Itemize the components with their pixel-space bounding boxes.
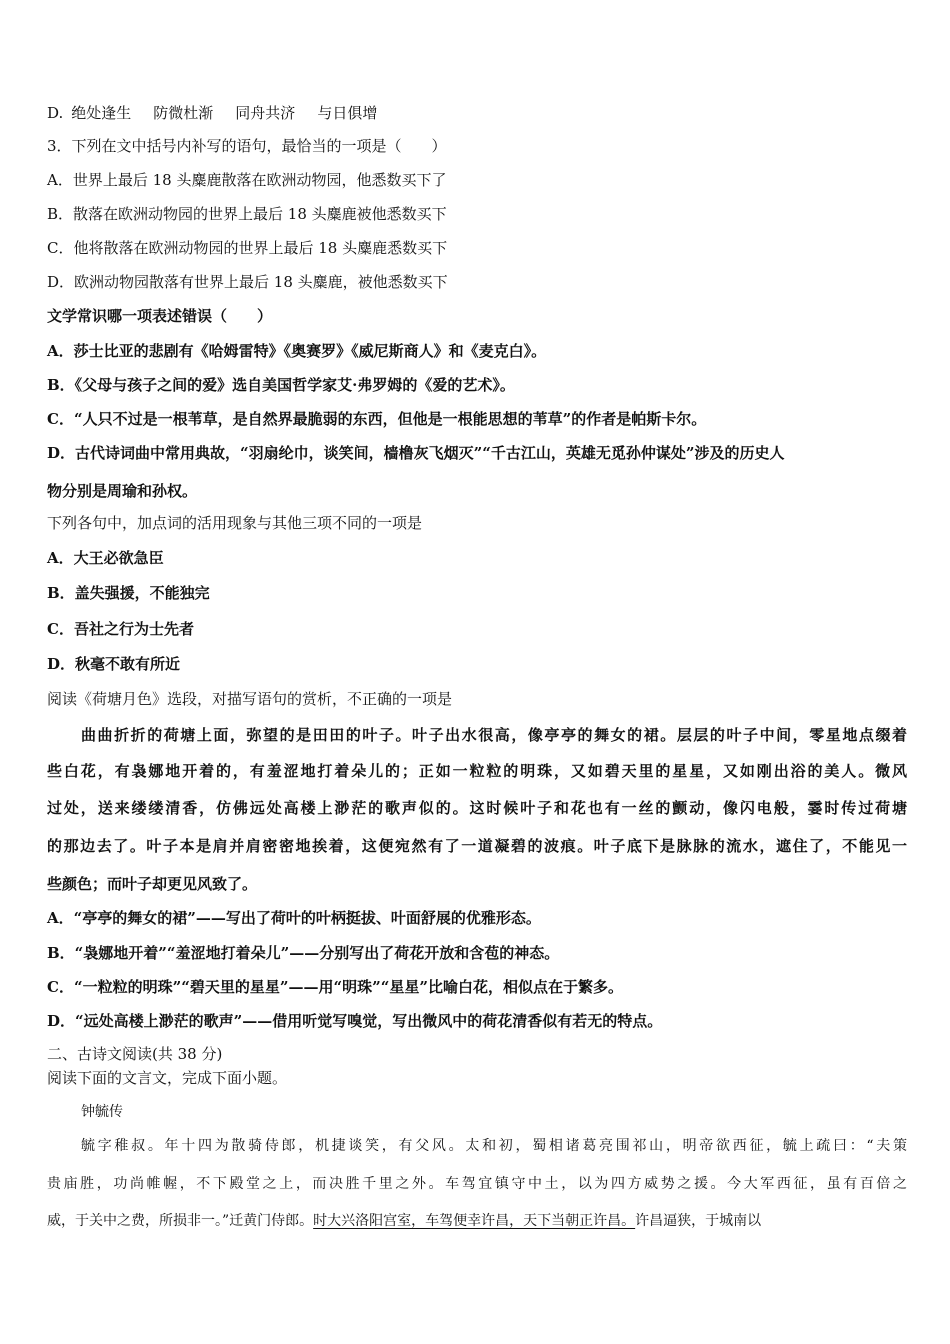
word-option-a: A．大王必欲急臣: [47, 549, 164, 567]
reading-option-b: B．“袅娜地开着”“羞涩地打着朵儿”——分别写出了荷花开放和含苞的神态。: [47, 944, 560, 962]
word-option-c: C．吾社之行为士先者: [47, 620, 194, 638]
q3-option-a: A．世界上最后 18 头麋鹿散落在欧洲动物园，他悉数买下了: [47, 171, 447, 189]
classical-text-line-last: [47, 1209, 907, 1233]
idiom-2: 防微杜渐: [153, 104, 214, 122]
word-question-stem: 下列各句中，加点词的活用现象与其他三项不同的一项是: [47, 514, 423, 532]
classical-text-line: 贵庙胜，功尚帷幄，不下殿堂之上，而决胜千里之外。车驾宜镇守中土，以为四方威势之援。今大军西征，虽有百倍之: [47, 1176, 907, 1192]
idiom-3: 同舟共济: [235, 104, 296, 122]
section-intro: 阅读下面的文言文，完成下面小题。: [47, 1069, 288, 1087]
classical-text-segment: 许昌逼狭，于城南以: [635, 1213, 762, 1229]
lit-option-c: C．“人只不过是一根苇草，是自然界最脆弱的东西，但他是一根能思想的苇草”的作者是帕斯卡尔。: [47, 410, 707, 428]
underlined-sentence: 时大兴洛阳宫室，车驾便幸许昌，天下当朝正许昌。: [313, 1213, 636, 1229]
word-option-d: D．秋毫不敢有所近: [47, 655, 181, 673]
word-option-b: B．盖失强援，不能独完: [47, 584, 210, 602]
reading-option-c: C．“一粒粒的明珠”“碧天里的星星”——用“明珠”“星星”比喻白花，相似点在于繁多。: [47, 978, 623, 996]
reading-option-a: A．“亭亭的舞女的裙”——写出了荷叶的叶柄挺拔、叶面舒展的优雅形态。: [47, 909, 541, 927]
q3-option-b: B．散落在欧洲动物园的世界上最后 18 头麋鹿被他悉数买下: [47, 205, 447, 223]
passage-line: 的那边去了。叶子本是肩并肩密密地挨着，这便宛然有了一道凝碧的波痕。叶子底下是脉脉的流水，遮住了，不能见一: [47, 837, 907, 855]
reading-question-stem: 阅读《荷塘月色》选段，对描写语句的赏析，不正确的一项是: [47, 690, 453, 708]
q3-stem: 3．下列在文中括号内补写的语句，最恰当的一项是（ ）: [47, 137, 447, 155]
lit-option-d: D．古代诗词曲中常用典故，“羽扇纶巾，谈笑间，樯橹灰飞烟灭”“千古江山，英雄无觅孙仲谋处”涉及的历史人: [47, 444, 785, 462]
prev-question-option-d: [47, 101, 907, 125]
reading-option-d: D．“远处高楼上渺茫的歌声”——借用听觉写嗅觉，写出微风中的荷花清香似有若无的特点。: [47, 1012, 663, 1030]
classical-text-line: 毓字稚叔。年十四为散骑侍郎，机捷谈笑，有父风。太和初，蜀相诸葛亮围祁山，明帝欲西征，毓上疏曰：“夫策: [81, 1138, 907, 1154]
option-label: D.: [47, 104, 64, 122]
section-heading: 二、古诗文阅读(共 38 分): [47, 1045, 223, 1063]
passage-line: 些白花，有袅娜地开着的，有羞涩地打着朵儿的；正如一粒粒的明珠，又如碧天里的星星，又如刚出浴的美人。微风: [47, 762, 907, 780]
classical-text-title: 钟毓传: [81, 1104, 123, 1120]
lit-option-d-continued: 物分别是周瑜和孙权。: [47, 482, 198, 500]
passage-line: 些颜色；而叶子却更见风致了。: [47, 875, 258, 893]
lit-option-a: A．莎士比亚的悲剧有《哈姆雷特》《奥赛罗》《威尼斯商人》和《麦克白》。: [47, 342, 547, 360]
idiom-1: 绝处逢生: [71, 104, 132, 122]
passage-line: 曲曲折折的荷塘上面，弥望的是田田的叶子。叶子出水很高，像亭亭的舞女的裙。层层的叶子中间，零星地点缀着: [81, 726, 907, 744]
lit-option-b: B．《父母与孩子之间的爱》选自美国哲学家艾·弗罗姆的《爱的艺术》。: [47, 376, 515, 394]
q3-option-d: D．欧洲动物园散落有世界上最后 18 头麋鹿，被他悉数买下: [47, 273, 448, 291]
idiom-4: 与日俱增: [317, 104, 378, 122]
passage-line: 过处，送来缕缕清香，仿佛远处高楼上渺茫的歌声似的。这时候叶子和花也有一丝的颤动，像闪电般，霎时传过荷塘: [47, 799, 907, 817]
classical-text-segment: 威，于关中之费，所损非一。”迁黄门侍郎。: [47, 1213, 314, 1229]
lit-question-stem: 文学常识哪一项表述错误（ ）: [47, 307, 273, 325]
q3-option-c: C．他将散落在欧洲动物园的世界上最后 18 头麋鹿悉数买下: [47, 239, 448, 257]
